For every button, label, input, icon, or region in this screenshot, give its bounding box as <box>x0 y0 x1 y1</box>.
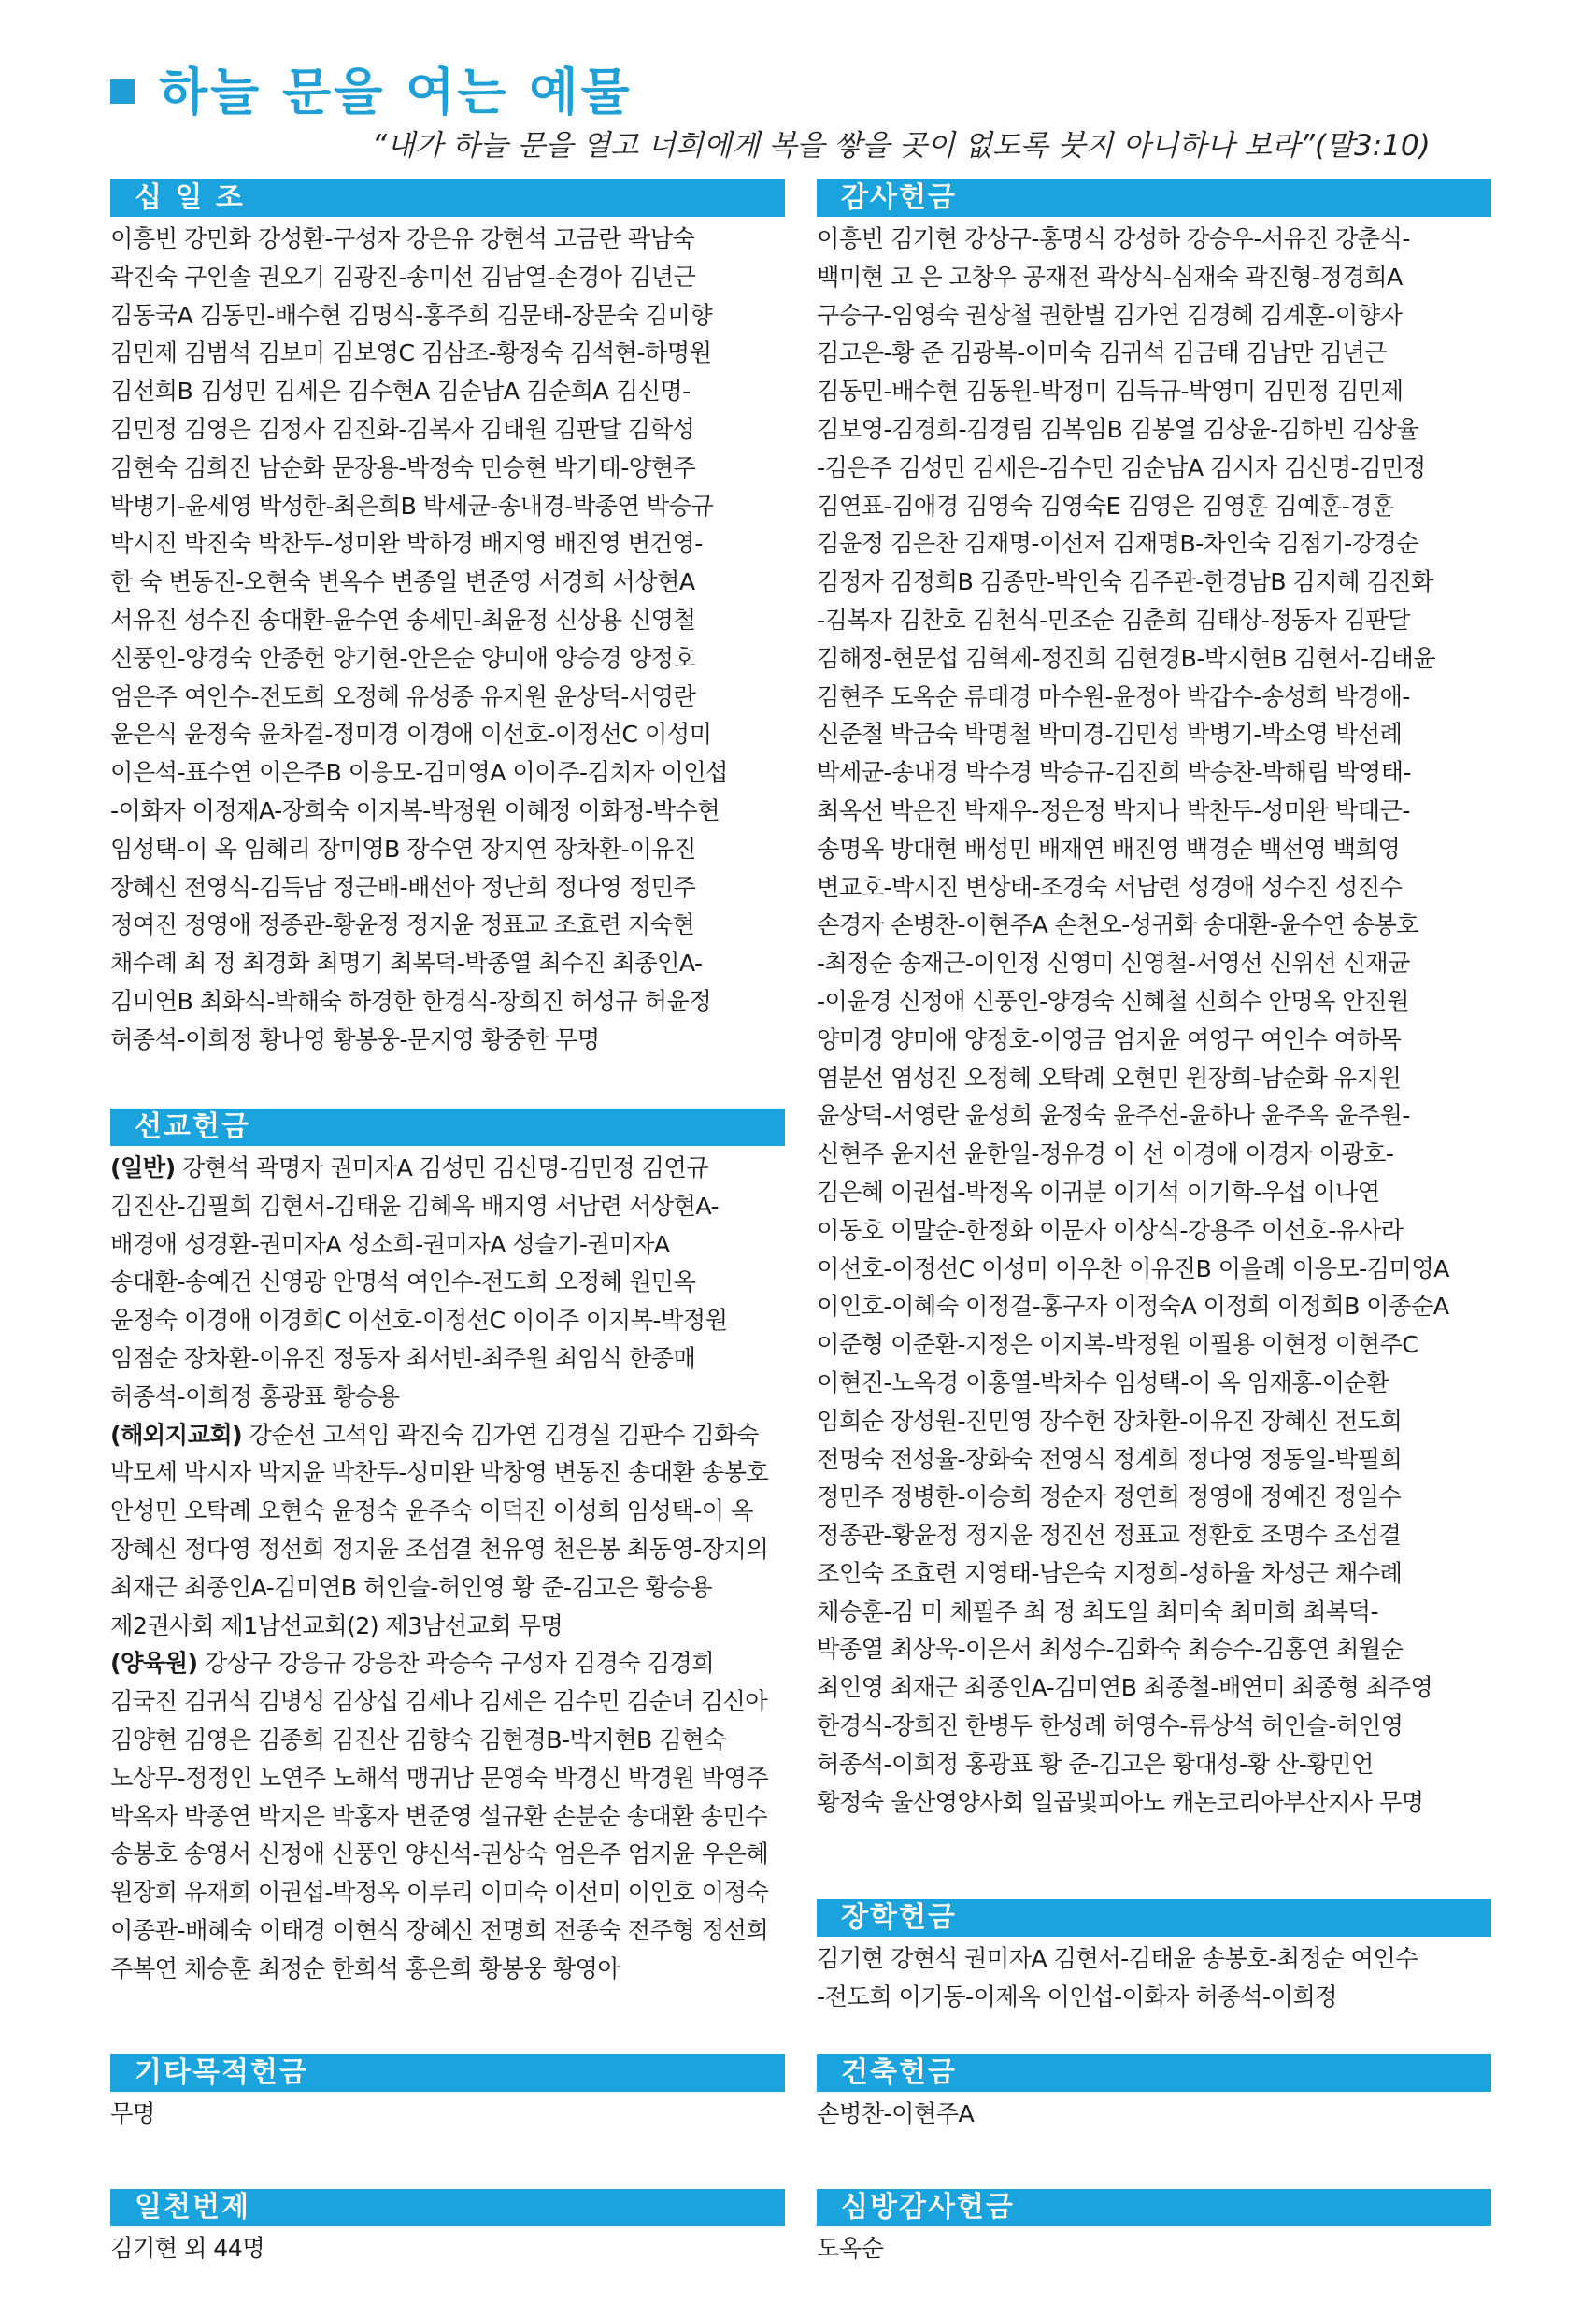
donor-line: 장혜신 전영식-김득남 정근배-배선아 정난희 정다영 정민주 <box>110 873 696 901</box>
donor-line: 염분선 염성진 오정혜 오탁례 오현민 원장희-남순화 유지원 <box>817 1064 1402 1092</box>
donor-names: 제2권사회 제1남선교회(2) 제3남선교회 무명 <box>110 1611 563 1639</box>
title-row <box>110 52 1531 124</box>
section-thanks <box>817 179 1491 1822</box>
donor-line: 김보영-김경희-김경림 김복임B 김봉열 김상윤-김하빈 김상율 <box>817 415 1419 443</box>
section-scholarship <box>817 1899 1491 2017</box>
donor-line: 신현주 윤지선 윤한일-정유경 이 선 이경애 이경자 이광호- <box>817 1140 1394 1168</box>
section-building <box>817 2054 1491 2134</box>
donor-line: 송명옥 방대현 배성민 배재연 배진영 백경순 백선영 백희영 <box>817 835 1401 863</box>
donor-line: 이동호 이말순-한정화 이문자 이상식-강용주 이선호-유사라 <box>817 1216 1404 1244</box>
donor-line: 김현주 도옥순 류태경 마수원-윤정아 박갑수-송성희 박경애- <box>817 682 1410 710</box>
donor-line <box>110 1798 785 1837</box>
donor-line <box>110 1722 785 1760</box>
donor-names: 강순선 고석임 곽진숙 김가연 김경실 김판수 김화숙 <box>242 1421 759 1449</box>
donor-names: 최재근 최종인A-김미연B 허인슬-허인영 황 준-김고은 황승용 <box>110 1573 712 1601</box>
donor-line: 박병기-윤세영 박성한-최은희B 박세균-송내경-박종연 박승규 <box>110 492 714 520</box>
donor-line: 변교호-박시진 변상태-조경숙 서남련 성경애 성수진 성진수 <box>817 873 1403 901</box>
section-visit <box>817 2189 1491 2268</box>
donor-line: 황정숙 울산영양사회 일곱빛피아노 캐논코리아부산지사 무명 <box>817 1788 1424 1816</box>
donor-line: 구승구-임영숙 권상철 권한별 김가연 김경혜 김계훈-이향자 <box>817 301 1403 329</box>
donor-line: -김복자 김찬호 김천식-민조순 김춘희 김태상-정동자 김판달 <box>817 606 1410 634</box>
title-square-icon <box>110 79 135 104</box>
donor-names: 노상무-정정인 노연주 노해석 맹귀남 문영숙 박경신 박경원 박영주 <box>110 1764 769 1792</box>
section-title-building: 건축헌금 <box>817 2054 1491 2092</box>
donor-line <box>110 1531 785 1569</box>
donor-names: 안성민 오탁례 오현숙 윤정숙 윤주숙 이덕진 이성희 임성택-이 옥 <box>110 1497 753 1525</box>
donor-names: 장혜신 정다영 정선희 정지윤 조섬결 천유영 천은봉 최동영-장지의 <box>110 1535 769 1563</box>
donor-line: 정민주 정병한-이승희 정순자 정연희 정영애 정예진 정일수 <box>817 1483 1402 1511</box>
donor-names: 송봉호 송영서 신정애 신풍인 양신석-권상숙 엄은주 엄지윤 우은혜 <box>110 1840 769 1868</box>
donor-line: 정여진 정영애 정종관-황윤정 정지윤 정표교 조효련 지숙현 <box>110 911 695 939</box>
donor-names: 허종석-이희정 홍광표 황승용 <box>110 1382 400 1410</box>
section-title-scholarship: 장학헌금 <box>817 1899 1491 1937</box>
donor-line: 김은혜 이권섭-박정옥 이귀분 이기석 이기학-우섭 이나연 <box>817 1178 1380 1206</box>
donor-line: 김기현 강현석 권미자A 김현서-김태윤 송봉호-최정순 여인수 <box>817 1945 1418 1972</box>
donor-line: -이윤경 신정애 신풍인-양경숙 신혜철 신희수 안명옥 안진원 <box>817 987 1409 1015</box>
section-title-tithe: 십 일 조 <box>110 179 785 217</box>
donor-line: 이흥빈 김기현 강상구-홍명식 강성하 강승우-서유진 강춘식- <box>817 225 1410 252</box>
donor-line: -최정순 송재근-이인정 신영미 신영철-서영선 신위선 신재균 <box>817 950 1410 978</box>
donor-names: 박모세 박시자 박지윤 박찬두-성미완 박창영 변동진 송대환 송봉호 <box>110 1459 769 1487</box>
donor-line <box>110 1264 785 1302</box>
donor-line: 허종석-이희정 홍광표 황 준-김고은 황대성-황 산-황민언 <box>817 1750 1374 1778</box>
page-header <box>110 52 1531 163</box>
section-thousand <box>110 2189 785 2268</box>
donor-line: 김고은-황 준 김광복-이미숙 김귀석 김금태 김남만 김년근 <box>817 339 1387 367</box>
donor-line: 무명 <box>110 2100 155 2127</box>
donor-names: 강현석 곽명자 권미자A 김성민 김신명-김민정 김연규 <box>175 1154 709 1181</box>
donor-line <box>110 1226 785 1265</box>
donor-line <box>110 1340 785 1379</box>
donor-line: 임성택-이 옥 임혜리 장미영B 장수연 장지연 장차환-이유진 <box>110 835 696 863</box>
donor-line: 김선희B 김성민 김세은 김수현A 김순남A 김순희A 김신명- <box>110 378 691 406</box>
donor-line: 이준형 이준환-지정은 이지복-박정원 이필용 이현정 이현주C <box>817 1331 1418 1359</box>
bible-verse: “내가 하늘 문을 열고 너희에게 복을 쌓을 곳이 없도록 붓지 아니하나 보라”(말3:10) <box>372 129 1431 163</box>
donor-line: 김미연B 최화식-박해숙 하경한 한경식-장희진 허성규 허윤정 <box>110 987 712 1015</box>
donor-line <box>110 1417 785 1455</box>
donor-line <box>110 1379 785 1417</box>
section-title-thanks: 감사헌금 <box>817 179 1491 217</box>
donor-line: 김기현 외 44명 <box>110 2235 265 2262</box>
donor-line: 이현진-노옥경 이홍열-박차수 임성택-이 옥 임재홍-이순환 <box>817 1368 1389 1396</box>
donor-line <box>110 1645 785 1683</box>
donor-line: 정종관-황윤정 정지윤 정진선 정표교 정환호 조명수 조섬결 <box>817 1522 1402 1550</box>
group-label: (일반) <box>110 1154 176 1181</box>
section-body-tithe <box>110 221 785 1060</box>
donor-line: 양미경 양미애 양정호-이영금 엄지윤 여영구 여인수 여하목 <box>817 1025 1402 1053</box>
donor-names: 송대환-송예건 신영광 안명석 여인수-전도희 오정혜 원민옥 <box>110 1268 696 1296</box>
donor-line: -전도희 이기동-이제옥 이인섭-이화자 허종석-이희정 <box>817 1982 1338 2010</box>
donor-line: 최옥선 박은진 박재우-정은정 박지나 박찬두-성미완 박태근- <box>817 796 1410 824</box>
donor-line: 김동민-배수현 김동원-박정미 김득규-박영미 김민정 김민제 <box>817 378 1404 406</box>
section-title-mission: 선교헌금 <box>110 1109 785 1146</box>
donor-line: 윤상덕-서영란 윤성희 윤정숙 윤주선-윤하나 윤주옥 윤주원- <box>817 1102 1410 1130</box>
donor-line: 임희순 장성원-진민영 장수헌 장차환-이유진 장혜신 전도희 <box>817 1407 1403 1435</box>
donor-line: 이인호-이혜숙 이정걸-홍구자 이정숙A 이정희 이정희B 이종순A <box>817 1293 1449 1321</box>
donor-line <box>110 1836 785 1874</box>
donor-line <box>110 1454 785 1493</box>
donor-line: 최인영 최재근 최종인A-김미연B 최종철-배연미 최종형 최주영 <box>817 1674 1433 1702</box>
donor-line: 전명숙 전성율-장화숙 전영식 정계희 정다영 정동일-박필희 <box>817 1445 1403 1473</box>
section-other <box>110 2054 785 2134</box>
donor-line <box>110 1302 785 1340</box>
donor-line: 손경자 손병찬-이현주A 손천오-성귀화 송대환-윤수연 송봉호 <box>817 911 1419 939</box>
donor-line <box>110 1188 785 1226</box>
section-body-mission <box>110 1150 785 1989</box>
donor-line: 김윤정 김은찬 김재명-이선저 김재명B-차인숙 김점기-강경순 <box>817 530 1419 558</box>
donor-line: 신풍인-양경숙 안종헌 양기현-안은순 양미애 양승경 양정호 <box>110 644 696 672</box>
donor-line: 조인숙 조효련 지영태-남은숙 지정희-성하율 차성근 채수례 <box>817 1559 1403 1587</box>
donor-line: 이선호-이정선C 이성미 이우찬 이유진B 이을례 이응모-김미영A <box>817 1254 1449 1282</box>
donor-line <box>110 1874 785 1912</box>
group-label: (해외지교회) <box>110 1421 243 1449</box>
donor-line: 김민제 김범석 김보미 김보영C 김삼조-황정숙 김석현-하명원 <box>110 339 712 367</box>
donor-line: 김민정 김영은 김정자 김진화-김복자 김태원 김판달 김학성 <box>110 415 695 443</box>
donor-line: -김은주 김성민 김세은-김수민 김순남A 김시자 김신명-김민정 <box>817 453 1426 481</box>
donor-names: 배경애 성경환-권미자A 성소희-권미자A 성슬기-권미자A <box>110 1230 670 1258</box>
donor-line: 이흥빈 강민화 강성환-구성자 강은유 강현석 고금란 곽남숙 <box>110 225 695 252</box>
donor-line: 신준철 박금숙 박명철 박미경-김민성 박병기-박소영 박선례 <box>817 721 1403 749</box>
donor-line <box>110 1608 785 1646</box>
donor-names: 김국진 김귀석 김병성 김상섭 김세나 김세은 김수민 김순녀 김신아 <box>110 1688 768 1716</box>
donor-line: 채수례 최 정 최경화 최명기 최복덕-박종열 최수진 최종인A- <box>110 950 703 978</box>
donor-line <box>110 1150 785 1188</box>
section-title-visit: 심방감사헌금 <box>817 2189 1491 2226</box>
donor-names: 임점순 장차환-이유진 정동자 최서빈-최주원 최임식 한종매 <box>110 1344 696 1372</box>
donor-line: 채승훈-김 미 채필주 최 정 최도일 최미숙 최미희 최복덕- <box>817 1597 1378 1625</box>
donor-line <box>110 1912 785 1951</box>
donor-names: 이종관-배혜숙 이태경 이현식 장혜신 전명희 전종숙 전주형 정선희 <box>110 1916 769 1944</box>
donor-line: 김동국A 김동민-배수현 김명식-홍주희 김문태-장문숙 김미향 <box>110 301 713 329</box>
section-tithe <box>110 179 785 1060</box>
donor-line: 백미현 고 은 고창우 공재전 곽상식-심재숙 곽진형-정경희A <box>817 263 1403 291</box>
donor-names: 원장희 유재희 이권섭-박정옥 이루리 이미숙 이선미 이인호 이정숙 <box>110 1879 769 1907</box>
page-title: 하늘 문을 여는 예물 <box>159 63 633 122</box>
donor-line: 한경식-장희진 한병두 한성례 허영수-류상석 허인슬-허인영 <box>817 1712 1404 1740</box>
donor-line: 박종열 최상욱-이은서 최성수-김화숙 최승수-김홍연 최월순 <box>817 1636 1404 1664</box>
donor-line: 윤은식 윤정숙 윤차걸-정미경 이경애 이선호-이정선C 이성미 <box>110 721 712 749</box>
section-title-thousand: 일천번제 <box>110 2189 785 2226</box>
section-body-visit <box>817 2230 1491 2268</box>
donor-line <box>110 1683 785 1722</box>
donor-line: 김연표-김애경 김영숙 김영숙E 김영은 김영훈 김예훈-경훈 <box>817 492 1394 520</box>
donor-line: 김해정-현문섭 김혁제-정진희 김현경B-박지현B 김현서-김태윤 <box>817 644 1436 672</box>
donor-names: 주복연 채승훈 최정순 한희석 홍은희 황봉웅 황영아 <box>110 1954 620 1982</box>
donor-line: 이은석-표수연 이은주B 이응모-김미영A 이이주-김치자 이인섭 <box>110 759 728 787</box>
donor-line: 손병찬-이현주A <box>817 2100 975 2127</box>
donor-line: 김정자 김정희B 김종만-박인숙 김주관-한경남B 김지혜 김진화 <box>817 568 1433 596</box>
section-mission <box>110 1109 785 1989</box>
group-label: (양육원) <box>110 1650 198 1678</box>
donor-line <box>110 1951 785 1989</box>
donor-line <box>110 1760 785 1798</box>
donor-line <box>110 1569 785 1608</box>
donor-line <box>110 1493 785 1531</box>
section-body-thousand <box>110 2230 785 2268</box>
donor-line: 김현숙 김희진 남순화 문장용-박정숙 민승현 박기태-양현주 <box>110 453 696 481</box>
donor-line: 허종석-이희정 황나영 황봉웅-문지영 황중한 무명 <box>110 1025 600 1053</box>
donor-names: 윤정숙 이경애 이경희C 이선호-이정선C 이이주 이지복-박정원 <box>110 1307 728 1335</box>
donor-names: 박옥자 박종연 박지은 박홍자 변준영 설규환 손분순 송대환 송민수 <box>110 1802 768 1830</box>
donor-line: -이화자 이정재A-장희숙 이지복-박정원 이혜정 이화정-박수현 <box>110 796 720 824</box>
donor-names: 김양현 김영은 김종희 김진산 김향숙 김현경B-박지현B 김현숙 <box>110 1725 726 1753</box>
section-body-scholarship <box>817 1940 1491 2017</box>
section-body-thanks <box>817 221 1491 1822</box>
donor-names: 강상구 강응규 강응찬 곽승숙 구성자 김경숙 김경희 <box>197 1650 715 1678</box>
section-title-other: 기타목적헌금 <box>110 2054 785 2092</box>
section-body-building <box>817 2096 1491 2134</box>
donor-line: 박세균-송내경 박수경 박승규-김진희 박승찬-박해림 박영태- <box>817 759 1411 787</box>
donor-line: 한 숙 변동진-오현숙 변옥수 변종일 변준영 서경희 서상현A <box>110 568 695 596</box>
donor-line: 박시진 박진숙 박찬두-성미완 박하경 배지영 배진영 변건영- <box>110 530 703 558</box>
donor-line: 도옥순 <box>817 2235 884 2262</box>
donor-names: 김진산-김필희 김현서-김태윤 김혜옥 배지영 서남련 서상현A- <box>110 1192 720 1220</box>
section-body-other <box>110 2096 785 2134</box>
donor-line: 서유진 성수진 송대환-윤수연 송세민-최윤정 신상용 신영철 <box>110 606 696 634</box>
donor-line: 엄은주 여인수-전도희 오정혜 유성종 유지원 윤상덕-서영란 <box>110 682 696 710</box>
donor-line: 곽진숙 구인솔 권오기 김광진-송미선 김남열-손경아 김년근 <box>110 263 696 291</box>
